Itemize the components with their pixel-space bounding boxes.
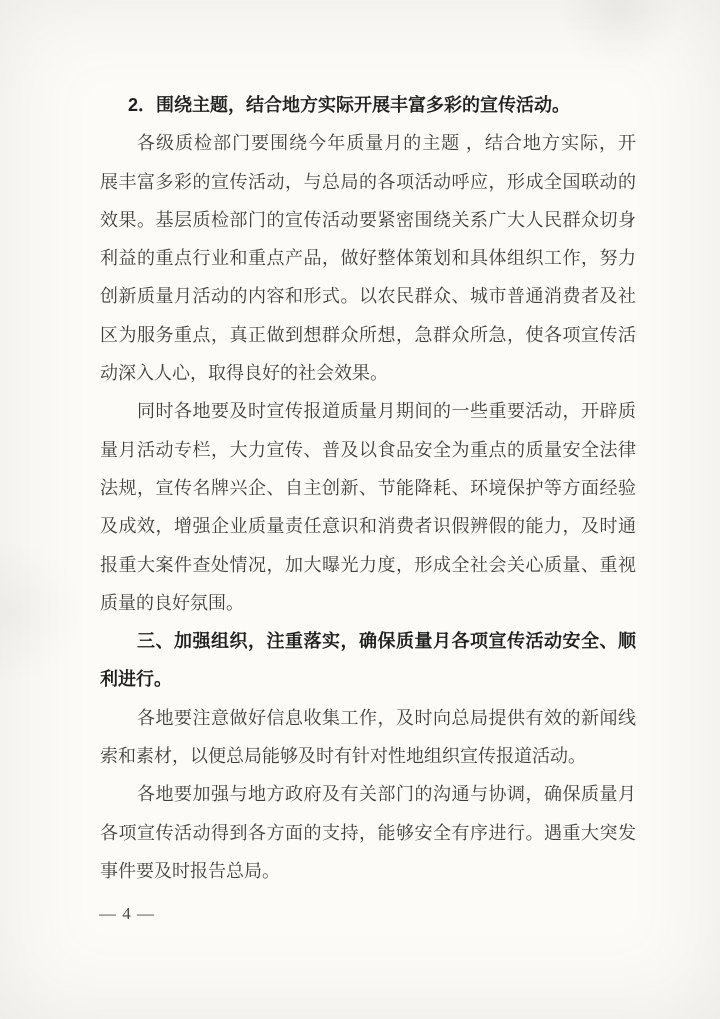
doc-line: 同时各地要及时宣传报道质量月期间的一些重要活动，开辟质 [137, 401, 636, 422]
doc-line: 索和素材，以便总局能够及时有针对性地组织宣传报道活动。 [100, 746, 586, 767]
doc-line: 各项宣传活动得到各方面的支持，能够安全有序进行。遇重大突发 [100, 822, 636, 843]
doc-line: 法规，宣传名牌兴企、自主创新、节能降耗、环境保护等方面经验 [100, 477, 636, 498]
page-number: — 4 — [99, 904, 155, 923]
doc-line: 展丰富多彩的宣传活动，与总局的各项活动呼应，形成全国联动的 [100, 171, 636, 192]
document-text-block [100, 86, 636, 890]
subheading-2: 2．围绕主题，结合地方实际开展丰富多彩的宣传活动。 [128, 95, 571, 115]
section-3-heading: 三、加强组织，注重落实，确保质量月各项宣传活动安全、顺 [137, 631, 636, 652]
doc-line: 量月活动专栏，大力宣传、普及以食品安全为重点的质量安全法律 [100, 439, 636, 460]
doc-line: 各地要注意做好信息收集工作，及时向总局提供有效的新闻线 [137, 707, 636, 728]
doc-line: 各级质检部门要围绕今年质量月的主题 ，结合地方实际，开 [137, 133, 636, 154]
doc-line: 各地要加强与地方政府及有关部门的沟通与协调，确保质量月 [137, 784, 636, 805]
doc-line: 报重大案件查处情况，加大曝光力度，形成全社会关心质量、重视 [100, 554, 636, 575]
doc-line: 及成效，增强企业质量责任意识和消费者识假辨假的能力，及时通 [100, 516, 636, 537]
doc-line: 动深入人心，取得良好的社会效果。 [100, 363, 388, 384]
doc-line: 利益的重点行业和重点产品，做好整体策划和具体组织工作，努力 [100, 248, 636, 269]
doc-line: 质量的良好氛围。 [100, 592, 244, 613]
section-3-heading-cont: 利进行。 [100, 669, 172, 690]
doc-line: 区为服务重点，真正做到想群众所想，急群众所急，使各项宣传活 [100, 324, 636, 345]
doc-line: 创新质量月活动的内容和形式。以农民群众、城市普通消费者及社 [100, 286, 636, 307]
doc-line: 事件要及时报告总局。 [100, 860, 280, 881]
doc-line: 效果。基层质检部门的宣传活动要紧密围绕关系广大人民群众切身 [100, 209, 636, 230]
